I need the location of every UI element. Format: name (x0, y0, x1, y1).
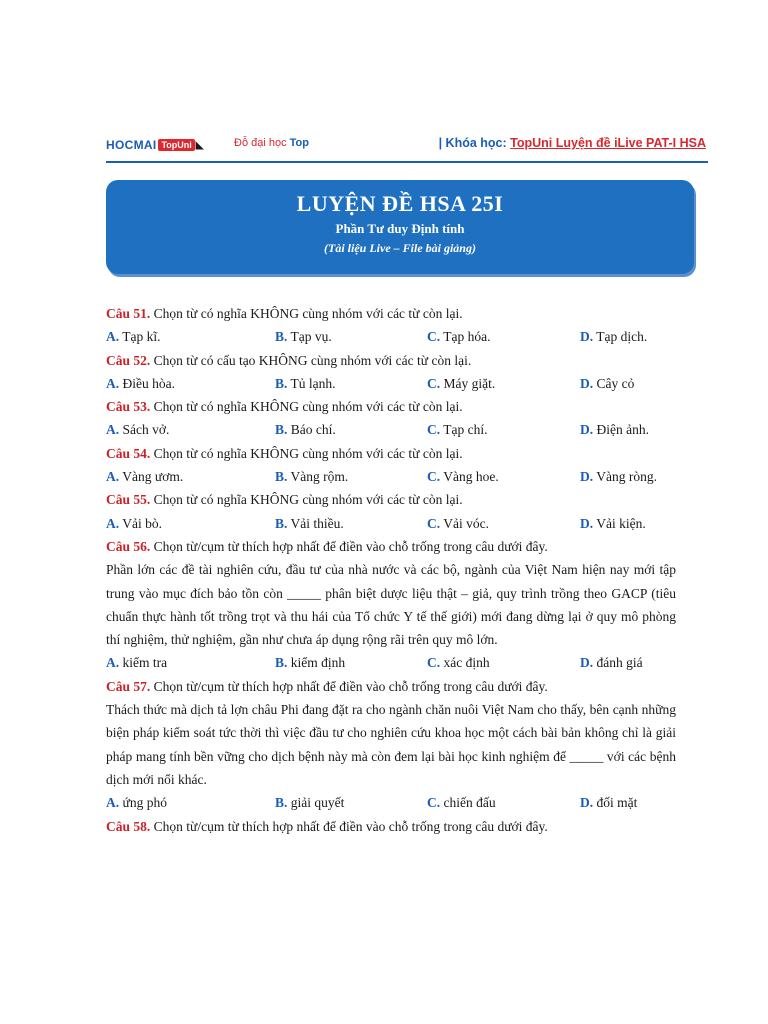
option-text: Điện ảnh. (593, 422, 649, 438)
answer-option[interactable] (106, 512, 162, 535)
option-letter: D. (580, 655, 594, 671)
option-letter: A. (106, 375, 120, 391)
option-text: kiểm định (287, 655, 346, 671)
answer-option[interactable] (580, 791, 637, 814)
question-text: Chọn từ có nghĩa KHÔNG cùng nhóm với các từ còn lại. (150, 445, 463, 461)
question-number: Câu 55. (106, 492, 151, 508)
option-text: Báo chí. (287, 422, 336, 438)
option-letter: B. (275, 795, 288, 811)
answer-option[interactable] (427, 465, 499, 488)
option-letter: B. (275, 329, 288, 345)
answer-option[interactable] (106, 325, 161, 348)
option-letter: D. (580, 469, 594, 485)
question-number: Câu 51. (106, 306, 151, 321)
answer-option[interactable] (427, 651, 490, 674)
question-number: Câu 52. (106, 352, 151, 368)
question-text: Chọn từ có cấu tạo KHÔNG cùng nhóm với các từ còn lại. (150, 352, 472, 368)
option-letter: C. (427, 329, 441, 345)
option-letter: D. (580, 375, 594, 391)
slogan-part1: Đỗ đại học (234, 137, 287, 149)
option-text: Tạp chí. (440, 422, 488, 438)
option-text: Vải vóc. (440, 515, 489, 531)
option-text: Tạp dịch. (593, 329, 648, 345)
answer-option[interactable] (427, 791, 496, 814)
option-letter: C. (427, 795, 441, 811)
option-letter: B. (275, 469, 288, 485)
answer-option[interactable] (275, 651, 345, 674)
option-text: Vải thiều. (287, 515, 344, 531)
logo-badge: TopUni (158, 139, 194, 151)
answer-option[interactable] (106, 651, 167, 674)
question-number: Câu 58. (106, 818, 151, 834)
answer-option[interactable] (275, 791, 344, 814)
answer-options (106, 512, 676, 535)
answer-option[interactable] (427, 325, 491, 348)
option-text: Tạp hóa. (440, 329, 491, 345)
hocmai-logo (106, 137, 204, 153)
answer-options (106, 325, 676, 348)
question-number: Câu 57. (106, 678, 151, 694)
course-link[interactable]: TopUni Luyện đề iLive PAT-I HSA (510, 136, 706, 150)
option-text: chiến đấu (440, 795, 496, 811)
option-text: Cây cỏ (593, 375, 635, 391)
option-text: Vàng hoe. (440, 469, 499, 485)
question-text: Chọn từ có nghĩa KHÔNG cùng nhóm với các từ còn lại. (150, 306, 463, 321)
answer-option[interactable] (106, 418, 169, 441)
option-letter: A. (106, 515, 120, 531)
option-letter: A. (106, 655, 120, 671)
question-text: Chọn từ/cụm từ thích hợp nhất để điền vào chỗ trống trong câu dưới đây. (150, 818, 548, 834)
option-text: Vàng ròng. (593, 469, 657, 485)
option-letter: B. (275, 422, 288, 438)
page-header (106, 133, 706, 157)
question-number: Câu 53. (106, 399, 151, 415)
question-text: Chọn từ có nghĩa KHÔNG cùng nhóm với các từ còn lại. (150, 492, 463, 508)
option-text: Vải bò. (119, 515, 162, 531)
question-stem (106, 815, 676, 838)
question-text: Chọn từ/cụm từ thích hợp nhất để điền vào chỗ trống trong câu dưới đây. (150, 538, 548, 554)
question-number: Câu 56. (106, 538, 151, 554)
option-text: Vàng ươm. (119, 469, 184, 485)
question-stem (106, 675, 676, 698)
option-letter: A. (106, 795, 120, 811)
option-letter: C. (427, 375, 441, 391)
question-number: Câu 54. (106, 445, 151, 461)
option-letter: B. (275, 655, 288, 671)
answer-option[interactable] (106, 791, 167, 814)
question-stem (106, 442, 676, 465)
answer-option[interactable] (580, 512, 646, 535)
question-passage: Thách thức mà dịch tả lợn châu Phi đang đặt ra cho ngành chăn nuôi Việt Nam cho thấy, bên cạnh những biện pháp kiểm soát tức thời thì việc đầu tư cho nghiên cứu khoa học một cách bài bản không chỉ là giải pháp mang tính bền vững cho dịch bệnh này mà còn đem lại bài học kinh nghiệm để _____ với các bệnh dịch mới nổi khác. (106, 702, 676, 787)
banner-title: LUYỆN ĐỀ HSA 25I (296, 191, 504, 216)
option-letter: A. (106, 422, 120, 438)
option-letter: D. (580, 329, 594, 345)
header-divider (106, 161, 708, 163)
option-letter: A. (106, 329, 120, 345)
option-letter: B. (275, 375, 288, 391)
option-letter: C. (427, 515, 441, 531)
question-text: Chọn từ/cụm từ thích hợp nhất để điền vào chỗ trống trong câu dưới đây. (150, 678, 548, 694)
answer-option[interactable] (275, 512, 344, 535)
answer-option[interactable] (275, 418, 336, 441)
question-list (106, 302, 676, 838)
option-letter: C. (427, 655, 441, 671)
option-text: đối mặt (593, 795, 638, 811)
option-text: Tạp kĩ. (119, 329, 161, 345)
answer-option[interactable] (275, 372, 336, 395)
option-letter: B. (275, 515, 288, 531)
course-label: | Khóa học: (438, 136, 507, 150)
answer-option[interactable] (580, 325, 647, 348)
option-letter: D. (580, 422, 594, 438)
question-stem (106, 349, 676, 372)
option-text: xác định (440, 655, 490, 671)
answer-option[interactable] (580, 418, 649, 441)
answer-option[interactable] (427, 418, 488, 441)
option-text: ứng phó (119, 795, 167, 811)
option-text: giải quyết (287, 795, 345, 811)
banner-note: (Tài liệu Live – File bài giảng) (324, 241, 476, 255)
answer-option[interactable] (106, 465, 183, 488)
answer-option[interactable] (580, 465, 657, 488)
answer-option[interactable] (580, 651, 643, 674)
question-stem (106, 535, 676, 558)
answer-option[interactable] (427, 372, 495, 395)
answer-options (106, 465, 676, 488)
option-letter: D. (580, 515, 594, 531)
title-banner (106, 180, 694, 274)
option-text: đánh giá (593, 655, 643, 671)
answer-options (106, 418, 676, 441)
option-text: Vàng rộm. (287, 469, 349, 485)
question-text: Chọn từ có nghĩa KHÔNG cùng nhóm với các từ còn lại. (150, 399, 463, 415)
answer-options (106, 791, 676, 814)
answer-option[interactable] (580, 372, 634, 395)
option-text: kiểm tra (119, 655, 168, 671)
answer-options (106, 372, 676, 395)
option-text: Vải kiện. (593, 515, 646, 531)
slogan-part2: Top (289, 137, 309, 149)
question-stem (106, 488, 676, 511)
answer-options (106, 651, 676, 674)
option-text: Tạp vụ. (287, 329, 332, 345)
answer-option[interactable] (427, 512, 489, 535)
answer-option[interactable] (106, 372, 175, 395)
option-letter: C. (427, 422, 441, 438)
option-text: Máy giặt. (440, 375, 496, 391)
option-text: Điều hòa. (119, 375, 175, 391)
graduation-cap-icon: ◣ (195, 139, 204, 151)
question-stem (106, 302, 676, 325)
question-stem (106, 395, 676, 418)
option-letter: A. (106, 469, 120, 485)
option-letter: C. (427, 469, 441, 485)
course-info (439, 136, 706, 150)
slogan (234, 137, 309, 149)
option-letter: D. (580, 795, 594, 811)
option-text: Sách vở. (119, 422, 170, 438)
logo-text: HOCMAI (106, 138, 157, 152)
option-text: Tủ lạnh. (287, 375, 336, 391)
answer-option[interactable] (275, 465, 348, 488)
question-passage: Phần lớn các đề tài nghiên cứu, đầu tư của nhà nước và các bộ, ngành của Việt Nam hiện nay mới tập trung vào mục đích bảo tồn còn _____ phân biệt dược liệu thật – giả, quy trình trồng theo GACP (tiêu chuẩn thực hành tốt trồng trọt và thu hái của Tổ chức Y tế thế giới) mới đang dừng lại ở quy mô phòng thí nghiệm, thử nghiệm, gần như chưa áp dụng rộng rãi trên quy mô lớn. (106, 562, 676, 648)
banner-subtitle: Phần Tư duy Định tính (335, 221, 465, 236)
answer-option[interactable] (275, 325, 332, 348)
